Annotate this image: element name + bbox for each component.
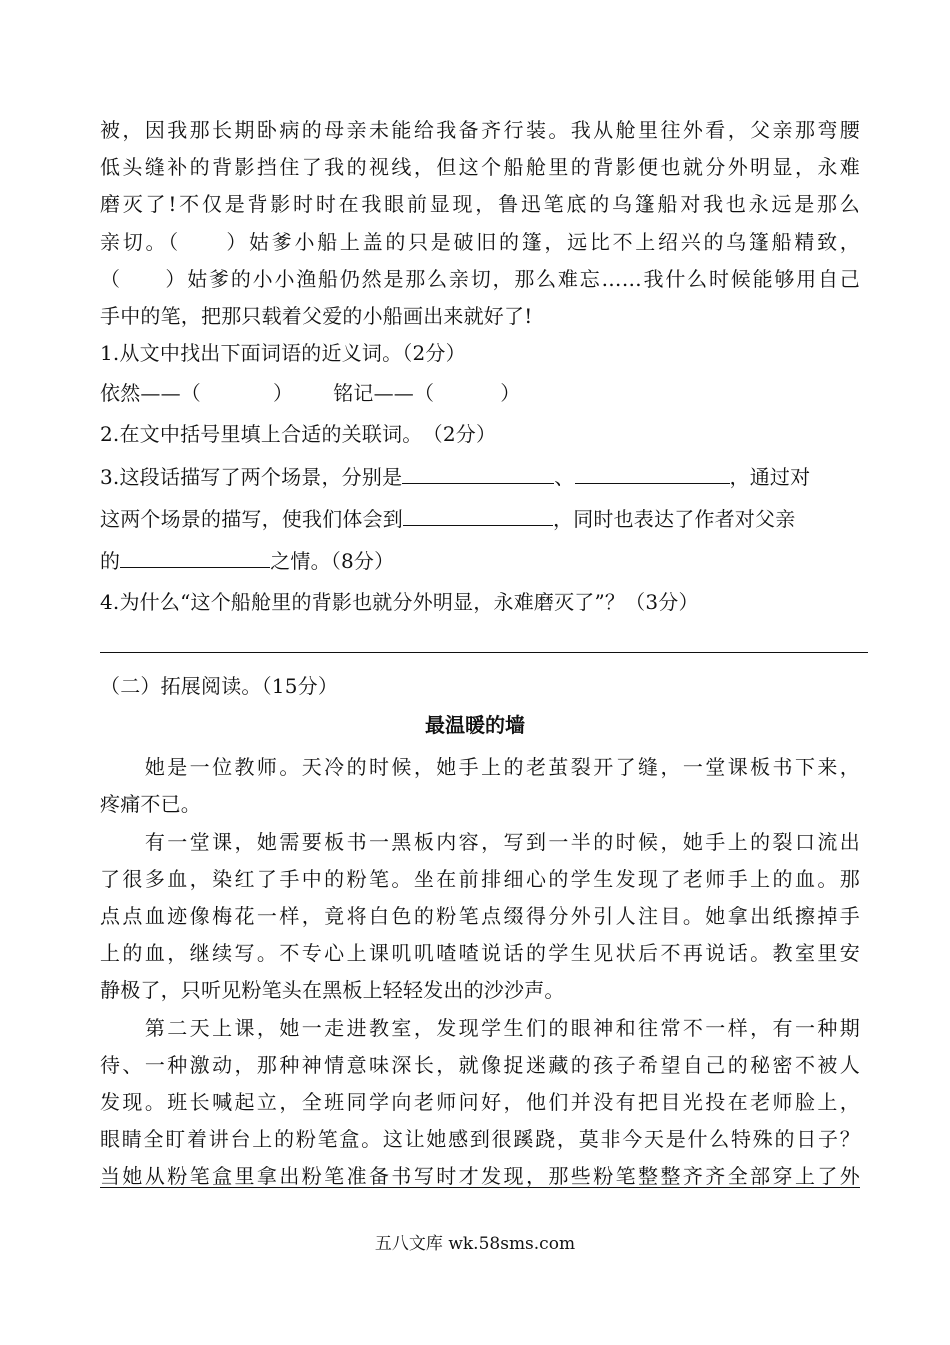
question-3-text-f: 之情。（8分） [270, 549, 395, 573]
passage-line-5: （ ）姑爹的小小渔船仍然是那么亲切，那么难忘……我什么时候能够用自己 [100, 267, 860, 291]
section-2-heading: （二）拓展阅读。（15分） [100, 674, 339, 698]
synonym-word-1: 依然——（ [100, 381, 201, 405]
article-line-12-underlined: 当她从粉笔盒里拿出粉笔准备书写时才发现，那些粉笔整整齐齐全部穿上了外 [100, 1164, 860, 1188]
passage-line-4: 亲切。（ ）姑爹小船上盖的只是破旧的篷，远比不上绍兴的乌篷船精致， [100, 230, 860, 254]
question-3-text-b: ，通过对 [729, 465, 811, 489]
article-line-9: 待、一种激动，那种神情意味深长，就像捉迷藏的孩子希望自己的秘密不被人 [100, 1053, 860, 1077]
question-3-separator: 、 [554, 465, 575, 489]
synonym-word-2: 铭记——（ [333, 381, 435, 405]
article-line-1: 她是一位教师。天冷的时候，她手上的老茧裂开了缝，一堂课板书下来， [100, 755, 860, 779]
page-footer: 五八文库 wk.58sms.com [374, 1234, 576, 1254]
question-3-line-3 [100, 547, 860, 574]
article-line-3: 有一堂课，她需要板书一黑板内容，写到一半的时候，她手上的裂口流出 [100, 830, 860, 854]
article-title: 最温暖的墙 [425, 713, 525, 737]
answer-blank-emotion[interactable] [120, 547, 270, 568]
synonym-close-2: ） [500, 381, 521, 405]
question-1: 1.从文中找出下面词语的近义词。（2分） [100, 341, 466, 365]
article-line-8: 第二天上课，她一走进教室，发现学生们的眼神和往常不一样，有一种期 [100, 1016, 860, 1040]
answer-blank-scene-1[interactable] [402, 463, 554, 484]
synonym-close-1: ） [273, 381, 294, 405]
article-line-6: 上的血，继续写。不专心上课叽叽喳喳说话的学生见状后不再说话。教室里安 [100, 941, 860, 965]
answer-blank-feeling[interactable] [403, 505, 553, 526]
question-1-answers [100, 380, 860, 406]
passage-line-6: 手中的笔，把那只载着父爱的小船画出来就好了! [100, 304, 533, 328]
question-3-text-d: ，同时也表达了作者对父亲 [553, 507, 796, 531]
answer-blank-scene-2[interactable] [575, 463, 730, 484]
question-3-line-1 [100, 463, 860, 490]
article-line-7: 静极了，只听见粉笔头在黑板上轻轻发出的沙沙声。 [100, 978, 565, 1002]
answer-line[interactable] [100, 652, 868, 653]
question-3-text-c: 这两个场景的描写，使我们体会到 [100, 507, 403, 531]
question-3-text-a: 3.这段话描写了两个场景，分别是 [100, 465, 403, 489]
article-line-2: 疼痛不已。 [100, 792, 201, 816]
article-line-11: 眼睛全盯着讲台上的粉笔盒。这让她感到很蹊跷，莫非今天是什么特殊的日子？ [100, 1127, 860, 1151]
question-2: 2.在文中括号里填上合适的关联词。 （2分） [100, 422, 497, 446]
passage-line-2: 低头缝补的背影挡住了我的视线，但这个船舱里的背影便也就分外明显，永难 [100, 155, 860, 179]
passage-line-1: 被，因我那长期卧病的母亲未能给我备齐行装。我从舱里往外看，父亲那弯腰 [100, 118, 860, 142]
question-4: 4.为什么“这个船舱里的背影也就分外明显，永难磨灭了”？（3分） [100, 590, 699, 614]
article-line-10: 发现。班长喊起立，全班同学向老师问好，他们并没有把目光投在老师脸上， [100, 1090, 860, 1114]
passage-line-3: 磨灭了!不仅是背影时时在我眼前显现，鲁迅笔底的乌篷船对我也永远是那么 [100, 192, 860, 216]
article-line-4: 了很多血，染红了手中的粉笔。坐在前排细心的学生发现了老师手上的血。那 [100, 867, 860, 891]
article-line-5: 点点血迹像梅花一样，竟将白色的粉笔点缀得分外引人注目。她拿出纸擦掉手 [100, 904, 860, 928]
question-3-text-e: 的 [100, 549, 121, 573]
question-3-line-2 [100, 505, 860, 532]
